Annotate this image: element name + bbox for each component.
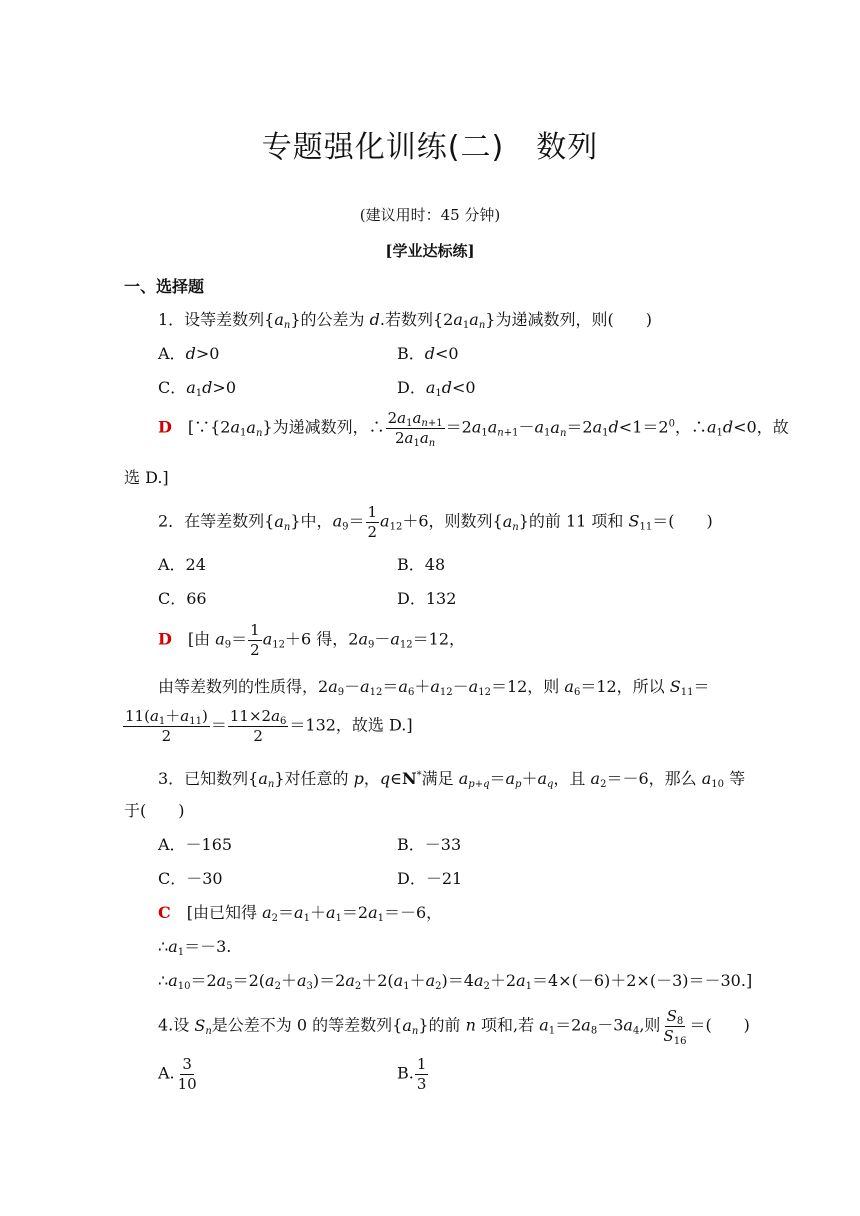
q1-option-a[interactable]: A．d>0 (158, 344, 220, 363)
q2-solution-2: 由等差数列的性质得，$2a_9-a_{12}=a_6+a_{12}-a_{12}=12$，则 $a_6=12$，所以 $S_{11}=$ (158, 677, 710, 698)
section-heading: 一、选择题 (124, 277, 205, 296)
q1-option-c[interactable]: C．$a_1d>0$ (158, 378, 237, 399)
q3-option-c[interactable]: C．－30 (158, 869, 223, 888)
q3-stem-1: 3．已知数列$\{a_n\}$对任意的 p，q∈N*满足 $a_{p+q}=a_p+a_q$，且 $a_2=-6$，那么 $a_{10}$ 等 (158, 769, 746, 790)
q2-answer: D (158, 629, 172, 649)
q2-stem: 2．在等差数列$\{a_n\}$中，$a_9=$ $\frac{1}{2}$ $a_{12}+6$，则数列$\{a_n\}$的前 11 项和 $S_{11}=$( ) (158, 503, 713, 541)
q1-solution: D [$\because\{2a_1a_n\}$为递减数列，∴ $\frac{2a_1a_{n+1}}{2a_1a_n}$ $=2a_1a_{n+1}-a_1a_n=2a_1d<1=2^0$，$\therefore a_1d<0$，故 (158, 409, 789, 449)
q2-option-b[interactable]: B．48 (397, 555, 446, 574)
q4-option-b[interactable]: B. $\frac{1}{3}$ (397, 1055, 427, 1093)
q2-solution-3: $\frac{11(a_1+a_{11})}{2}$ ＝ $\frac{11\times 2a_6}{2}$ ＝132，故选 D.] (125, 707, 413, 745)
q1-fraction: $\frac{2a_1a_{n+1}}{2a_1a_n}$ (387, 409, 443, 449)
q2-option-d[interactable]: D．132 (397, 589, 457, 608)
q3-option-b[interactable]: B．－33 (397, 835, 462, 854)
q4-option-a[interactable]: A. $\frac{3}{10}$ (158, 1055, 197, 1093)
q2-option-a[interactable]: A．24 (158, 555, 206, 574)
q3-option-d[interactable]: D．－21 (397, 869, 463, 888)
q1-option-d[interactable]: D．$a_1d<0$ (397, 378, 476, 399)
q3-solution-3: $\therefore a_{10}=2a_5=2(a_2+a_3)=2a_2+2(a_1+a_2)=4a_2+2a_1=4\times(-6)+2\times(-3)=-30$.] (158, 971, 753, 992)
q3-option-a[interactable]: A．－165 (158, 835, 233, 854)
q1-solution-end: 选 D.] (124, 468, 169, 487)
suggested-time: (建议用时：45 分钟) (359, 206, 501, 224)
title-topic: 数列 (536, 130, 599, 165)
q3-solution-1: C [由已知得 $a_2=a_1+a_1=2a_1=-6$， (158, 903, 443, 924)
q2-solution-1: D [由 $a_9=$ $\frac{1}{2}$ $a_{12}+6$ 得，$2a_9-a_{12}=12$， (158, 621, 466, 659)
q1-answer: D (158, 417, 172, 437)
q3-solution-2: $\therefore a_1=-3$. (158, 937, 232, 958)
q1-option-b[interactable]: B．d<0 (397, 344, 459, 363)
q4-stem: 4.设 $S_n$是公差不为 0 的等差数列$\{a_n\}$的前 n 项和,若 $a_1=2a_8-3a_4$,则 $\frac{S_8}{S_{16}}$ ＝( ) (158, 1007, 750, 1047)
title-main: 专题强化训练(二) (261, 130, 505, 165)
q1-stem: 1．设等差数列$\{a_n\}$的公差为 d.若数列$\{2a_1a_n\}$为递减数列，则( ) (158, 310, 652, 331)
q3-answer: C (158, 903, 171, 922)
page-title (0, 122, 860, 166)
section-tag: [学业达标练] (385, 242, 475, 260)
q2-option-c[interactable]: C．66 (158, 589, 207, 608)
q3-stem-2: 于( ) (124, 801, 185, 820)
